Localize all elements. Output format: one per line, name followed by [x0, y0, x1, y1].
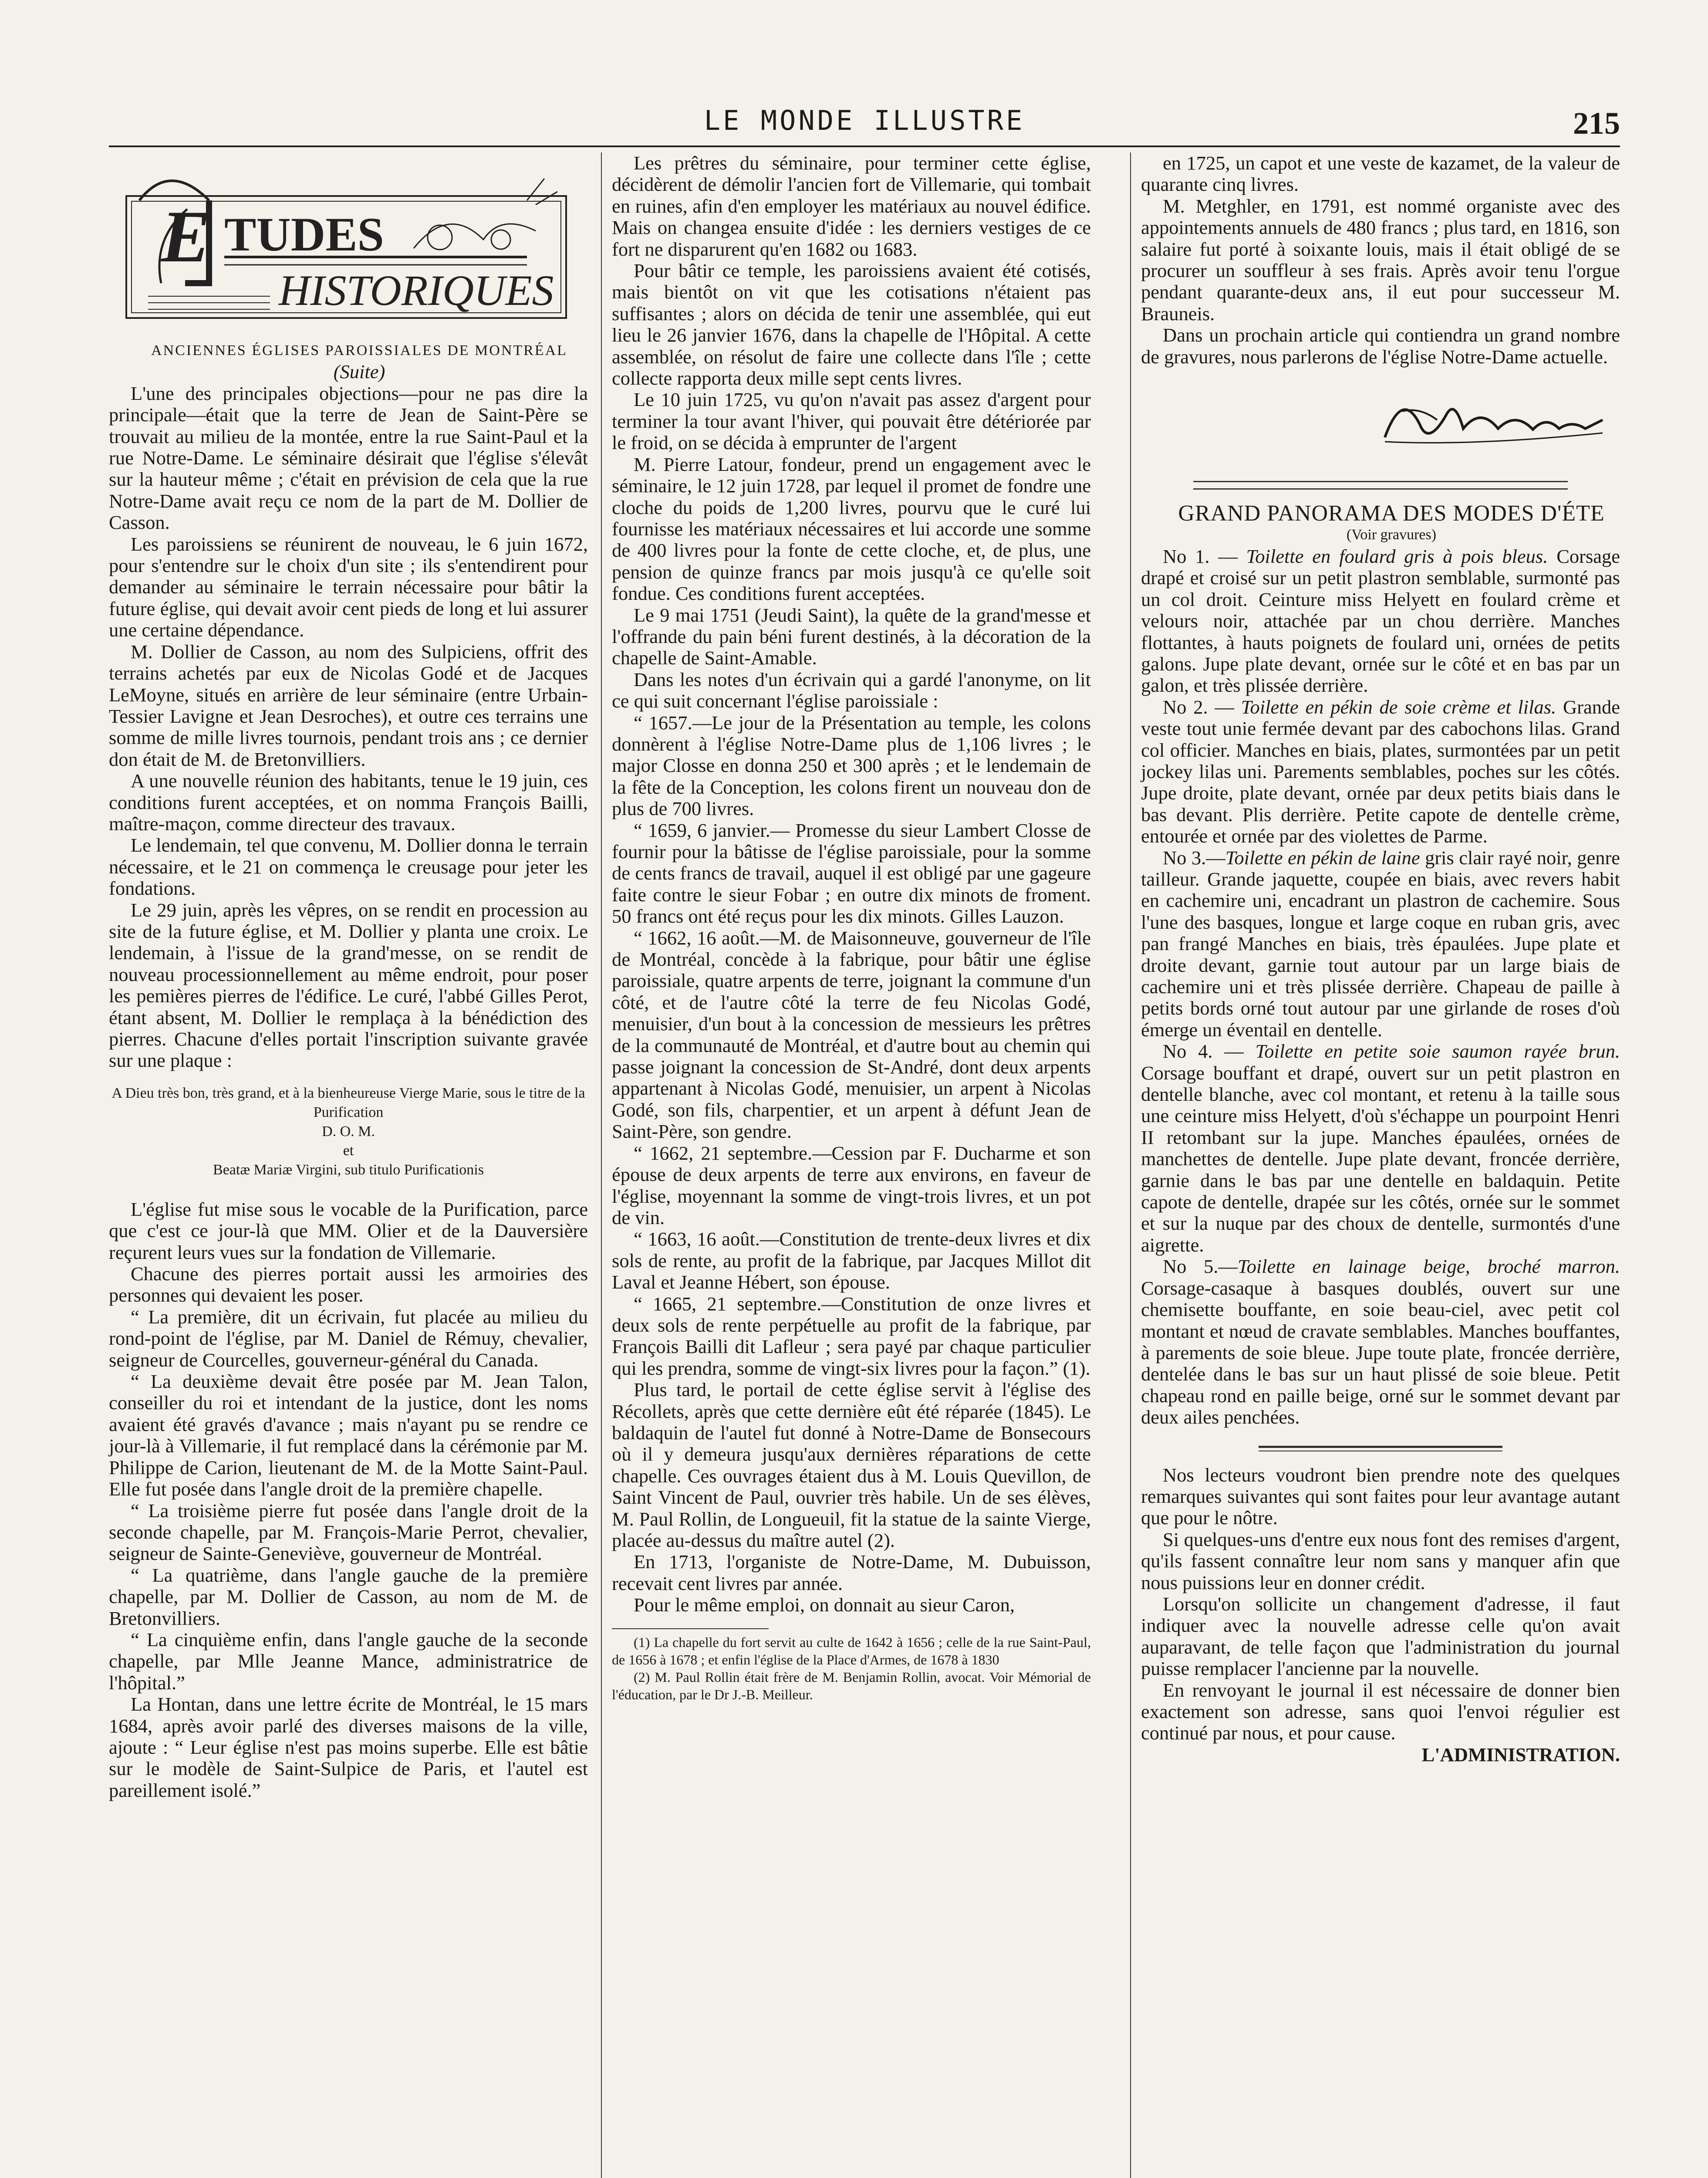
inscription-line: A Dieu très bon, très grand, et à la bienheureuse Vierge Marie, sous le titre de la Purification: [111, 1085, 585, 1120]
paragraph: Dans les notes d'un écrivain qui a gardé l'anonyme, on lit ce qui suit concernant l'église paroissiale :: [612, 668, 1091, 712]
inscription: [109, 1084, 588, 1180]
series-title: ANCIENNES ÉGLISES PAROISSIALES DE MONTRÉAL: [151, 342, 567, 358]
fashion-item: No 4. — Toilette en petite soie saumon rayée brun. Corsage bouffant et drapé, ouvert sur un petit plastron en dentelle blanche, avec col montant, et retenu à la taille sous une ceinture miss Helyett, d'où s'échappe un pourpoint Henri II retombant sur la jupe. Manches épaulées, ornées de manchettes de dentelle. Jupe plate devant, froncée derrière, garnie dans le bas par une dentelle en baldaquin. Petite capote de dentelle, drapée sur les côtés, ornée sur le sommet et sur la nuque par des choux de dentelle, surmontés d'une aigrette.: [1141, 1040, 1620, 1256]
paragraph: M. Metghler, en 1791, est nommé organiste avec des appointements annuels de 480 francs ; plus tard, en 1816, son salaire fut porté à soixante louis, mais il était obligé de se procurer un souffleur à ses frais. Après avoir tenu l'orgue pendant quarante-deux ans, il eut pour successeur M. Brauneis.: [1141, 195, 1620, 325]
paragraph: A une nouvelle réunion des habitants, tenue le 19 juin, ces conditions furent acceptées, et on nomma François Bailli, maître-maçon, comme directeur des travaux.: [109, 770, 588, 835]
footnote: (1) La chapelle du fort servit au culte de 1642 à 1656 ; celle de la rue Saint-Paul, de 1656 à 1678 ; et enfin l'église de la Place d'Armes, de 1678 à 1830: [612, 1634, 1091, 1667]
paragraph: “ 1662, 21 septembre.—Cession par F. Ducharme et son épouse de deux arpents de terre aux environs, en faveur de l'église, moyennant la somme de vingt-trois livres, et un pot de vin.: [612, 1142, 1091, 1228]
paragraph: “ 1665, 21 septembre.—Constitution de onze livres et deux sols de rente perpétuelle au profit de la fabrique, par François Bailli dit Lafleur ; sera payé par chaque particulier qui les prendra, somme de vingt-six livres pour la façon.” (1).: [612, 1292, 1091, 1379]
paragraph: “ 1659, 6 janvier.— Promesse du sieur Lambert Closse de fournir pour la bâtisse de l'église paroissiale, pour la somme de cents francs de travail, auquel il est obligé par une gageure faite contre le sieur Fobar ; en outre dix minots de froment. 50 francs ont été reçus pour les dix minots. Gilles Lauzon.: [612, 819, 1091, 927]
column-3: [1141, 152, 1620, 2178]
footnote-rule: [612, 1628, 769, 1629]
paragraph: “ La quatrième, dans l'angle gauche de la première chapelle, par M. Dollier de Casson, au nom de M. de Bretonvilliers.: [109, 1564, 588, 1629]
column-1: [109, 152, 588, 1801]
notice-paragraph: Si quelques-uns d'entre eux nous font des remises d'argent, qu'ils fassent connaître leur nom sans y manquer afin que nous puissions leur en donner crédit.: [1141, 1528, 1620, 1593]
paragraph: “ La deuxième devait être posée par M. Jean Talon, conseiller du roi et intendant de la justice, dont les noms avaient été gravés d'avance ; mais n'ayant pu se rendre ce jour-là à Villemarie, il fut remplacé dans la cérémonie par M. Philippe de Carion, lieutenant de M. de la Motte Saint-Paul. Elle fut posée dans l'angle droit de la première chapelle.: [109, 1370, 588, 1500]
paragraph: Les prêtres du séminaire, pour terminer cette église, décidèrent de démolir l'ancien fort de Villemarie, qui tombait en ruines, afin d'en employer les matériaux au nouvel édifice. Mais on changea ensuite d'idée : les derniers vestiges de ce fort ne disparurent qu'en 1682 ou 1683.: [612, 152, 1091, 260]
fashion-heading: GRAND PANORAMA DES MODES D'ÉTE: [1178, 501, 1605, 526]
fashion-subheading: (Voir gravures): [1346, 527, 1437, 543]
paragraph: L'une des principales objections—pour ne pas dire la principale—était que la terre de Jean de Saint-Père se trouvait au milieu de la montée, entre la rue Saint-Paul et la rue Notre-Dame. Le séminaire désirait que l'église s'élevât sur la hauteur même ; c'était en prévision de cela que la rue Notre-Dame avait reçu ce nom de la part de M. Dollier de Casson.: [109, 382, 588, 534]
header-rule: [109, 145, 1620, 147]
paragraph: En 1713, l'organiste de Notre-Dame, M. Dubuisson, recevait cent livres par année.: [612, 1551, 1091, 1594]
logo-word-historiques: HISTORIQUES: [279, 266, 554, 315]
paragraph: Le 10 juin 1725, vu qu'on n'avait pas assez d'argent pour terminer la tour avant l'hiver, qui pouvait être détériorée par le froid, on se décida à emprunter de l'argent: [612, 389, 1091, 454]
notice-divider: [1259, 1446, 1502, 1451]
paragraph: M. Pierre Latour, fondeur, prend un engagement avec le séminaire, le 12 juin 1728, par lequel il promet de fondre une cloche du poids de 1,200 livres, pourvu que le curé lui fournisse les matériaux nécessaires et lui accorde une somme de 400 livres pour la fonte de cette cloche, et, de plus, une pension de quinze francs par mois jusqu'à ce qu'elle soit fondue. Ces conditions furent acceptées.: [612, 453, 1091, 605]
section-divider: [1193, 481, 1568, 490]
paragraph: La Hontan, dans une lettre écrite de Montréal, le 15 mars 1684, après avoir parlé des diverses maisons de la ville, ajoute : “ Leur église n'est pas moins superbe. Elle est bâtie sur le modèle de Saint-Sulpice de Paris, et l'autel est pareillement isolé.”: [109, 1693, 588, 1801]
page-number: 215: [1573, 106, 1620, 141]
logo-word-etudes: TUDES: [224, 208, 384, 261]
paragraph: “ 1657.—Le jour de la Présentation au temple, les colons donnèrent à l'église Notre-Dame plus de 1,106 livres ; le major Closse en donna 250 et 300 après ; et le lendemain de la fête de la Conception, les colons firent un nouveau don de plus de 700 livres.: [612, 711, 1091, 820]
footnote: (2) M. Paul Rollin était frère de M. Benjamin Rollin, avocat. Voir Mémorial de l'éducation, par le Dr J.-B. Meilleur.: [612, 1669, 1091, 1702]
paragraph: Les paroissiens se réunirent de nouveau, le 6 juin 1672, pour s'entendre sur le choix d'un site ; ils s'entendirent pour demander au séminaire le terrain nécessaire pour bâtir la future église, qui devait avoir cent pieds de long et lui assurer une certaine dépendance.: [109, 533, 588, 641]
paragraph: Le 29 juin, après les vêpres, on se rendit en procession au site de la future église, et M. Dollier y planta une croix. Le lendemain, à l'issue de la grand'messe, on se rendit de nouveau processionnellement au même endroit, pour poser les pemières pierres de l'édifice. Le curé, l'abbé Gilles Perot, étant absent, M. Dollier le remplaça à la bénédiction des pierres. Chacune d'elles portait l'inscription suivante gravée sur une plaque :: [109, 899, 588, 1072]
paragraph: Plus tard, le portail de cette église servit à l'église des Récollets, après que cette dernière eût été réparée (1845). Le baldaquin de l'autel fut donné à Notre-Dame de Bonsecours où il y demeura jusqu'aux dernières réparations de cette chapelle. Ces ouvrages étaient dus à M. Louis Quevillon, de Saint Vincent de Paul, ouvrier très habile. Un de ses élèves, M. Paul Rollin, de Longueuil, fit la statue de la sainte Vierge, placée au-dessus du maître autel (2).: [612, 1379, 1091, 1551]
paragraph: Pour bâtir ce temple, les paroissiens avaient été cotisés, mais bientôt on vit que les cotisations n'étaient pas suffisantes ; alors on décida de tenir une assemblée, qui eut lieu le 26 janvier 1676, dans la chapelle de l'Hôpital. A cette assemblée, on résolut de faire une collecte dans l'île ; cette collecte rapporta deux mille sept cents livres.: [612, 260, 1091, 389]
etudes-historiques-logo: [109, 152, 588, 322]
journal-title: LE MONDE ILLUSTRE: [704, 105, 1025, 136]
column-divider: [1130, 152, 1131, 2178]
column-divider: [601, 152, 602, 2178]
fashion-item: No 5.—Toilette en lainage beige, broché marron. Corsage-casaque à basques doublés, ouvert sur une chemisette bouffante, en soie beau-ciel, avec petit col montant et nœud de cravate semblables. Manches bouffantes, à parements de soie bleue. Jupe toute plate, froncée derrière, dentelée dans le bas sur un haut plissé de soie bleue. Petit chapeau rond en paille beige, orné sur le sommet devant par deux ailes penchées.: [1141, 1255, 1620, 1428]
inscription-line: D. O. M.: [322, 1123, 375, 1140]
paragraph: “ 1663, 16 août.—Constitution de trente-deux livres et dix sols de rente, au profit de la fabrique, par Jacques Millot dit Laval et Jeanne Hébert, son épouse.: [612, 1228, 1091, 1293]
notice-paragraph: Nos lecteurs voudront bien prendre note des quelques remarques suivantes qui sont faites pour leur avantage autant que pour le nôtre.: [1141, 1464, 1620, 1529]
inscription-line: Beatæ Mariæ Virgini, sub titulo Purificationis: [213, 1161, 484, 1178]
signature: [1141, 381, 1620, 459]
fashion-item: No 3.—Toilette en pékin de laine gris clair rayé noir, genre tailleur. Grande jaquette, coupée en biais, avec revers habit en cachemire uni, encadrant un plastron de cachemire. Sous l'une des basques, longue et large coque en ruban gris, avec pan frangé Manches en biais, très épaulées. Jupe plate et droite devant, garnie tout autour par un large biais de cachemire uni et très plissée derrière. Chapeau de paille à petits bords orné tout autour par une girlande de roses d'où émerge un éventail en dentelle.: [1141, 846, 1620, 1041]
suite-label: (Suite): [333, 361, 385, 383]
paragraph: Le lendemain, tel que convenu, M. Dollier donna le terrain nécessaire, et le 21 on commença le creusage pour jeter les fondations.: [109, 834, 588, 900]
page-header: [109, 105, 1620, 144]
column-2: [612, 152, 1091, 2178]
paragraph: M. Dollier de Casson, au nom des Sulpiciens, offrit des terrains achetés par eux de Nicolas Godé et de Jacques LeMoyne, situés en arrière de leur séminaire (entre Urbain-Tessier Lavigne et Jean Desroches), et outre ces terrains une somme de mille livres tournois, pendant trois ans ; ce dernier don était de M. de Bretonvilliers.: [109, 640, 588, 770]
paragraph: en 1725, un capot et une veste de kazamet, de la valeur de quarante cinq livres.: [1141, 152, 1620, 196]
notice-paragraph: En renvoyant le journal il est nécessaire de donner bien exactement son adresse, sans quoi l'envoi régulier est continué par nous, et pour cause.: [1141, 1679, 1620, 1744]
paragraph: “ La cinquième enfin, dans l'angle gauche de la seconde chapelle, par Mlle Jeanne Mance, administratrice de l'hôpital.”: [109, 1628, 588, 1694]
paragraph: Pour le même emploi, on donnait au sieur Caron,: [634, 1594, 1015, 1616]
paragraph: “ 1662, 16 août.—M. de Maisonneuve, gouverneur de l'île de Montréal, concède à la fabrique, pour bâtir une église paroissiale, quatre arpents de terre, joignant la commune d'un côté, et de l'autre côté la terre de feu Nicolas Godé, menuisier, d'un bout à la concession de messieurs les prêtres de la communauté de Montréal, et d'autre bout au chemin qui passe joignant la concession de St-André, dont deux arpents appartenant à Nicolas Godé, menuisier, un arpent à Nicolas Godé, son fils, charpentier, et un arpent à défunt Jean de Saint-Père, son gendre.: [612, 927, 1091, 1143]
paragraph: Dans un prochain article qui contiendra un grand nombre de gravures, nous parlerons de l'église Notre-Dame actuelle.: [1141, 324, 1620, 368]
notice-paragraph: Lorsqu'on sollicite un changement d'adresse, il faut indiquer avec la nouvelle adresse celle qu'on avait auparavant, de telle façon que l'administration du journal puisse remplacer l'ancienne par la nouvelle.: [1141, 1593, 1620, 1680]
svg-text:E: E: [161, 196, 211, 277]
fashion-item: No 2. — Toilette en pékin de soie crème et lilas. Grande veste tout unie fermée devant par des cabochons lilas. Grand col officier. Manches en biais, plates, surmontées par un petit jockey lilas uni. Parements semblables, poches sur les côtés. Jupe droite, plate devant, ornée par deux petits biais dans le bas devant. Plis derrière. Petite capote de dentelle crème, entourée et ornée par des violettes de Parme.: [1141, 696, 1620, 847]
paragraph: “ La première, dit un écrivain, fut placée au milieu du rond-point de l'église, par M. Daniel de Rémuy, chevalier, seigneur de Courcelles, gouverneur-général du Canada.: [109, 1305, 588, 1371]
paragraph: Chacune des pierres portait aussi les armoiries des personnes qui devaient les poser.: [109, 1263, 588, 1306]
notice-signoff: L'ADMINISTRATION.: [1421, 1743, 1620, 1765]
inscription-line: et: [343, 1142, 354, 1159]
paragraph: Le 9 mai 1751 (Jeudi Saint), la quête de la grand'messe et l'offrande du pain béni furent destinés, à la décoration de la chapelle de Saint-Amable.: [612, 604, 1091, 669]
fashion-item: No 1. — Toilette en foulard gris à pois bleus. Corsage drapé et croisé sur un petit plastron semblable, surmonté pas un col droit. Ceinture miss Helyett en foulard crème et velours noir, attachée par un chou derrière. Manches flottantes, à hauts poignets de foulard uni, ornées de petits galons. Jupe plate devant, ornée sur le côté et en bas par un galon, et très plissée derrière.: [1141, 545, 1620, 697]
paragraph: L'église fut mise sous le vocable de la Purification, parce que c'est ce jour-là que MM. Olier et de la Dauversière reçurent leurs vues sur la fondation de Villemarie.: [109, 1198, 588, 1263]
paragraph: “ La troisième pierre fut posée dans l'angle droit de la seconde chapelle, par M. François-Marie Perrot, chevalier, seigneur de Sainte-Geneviève, gouverneur de Montréal.: [109, 1499, 588, 1565]
